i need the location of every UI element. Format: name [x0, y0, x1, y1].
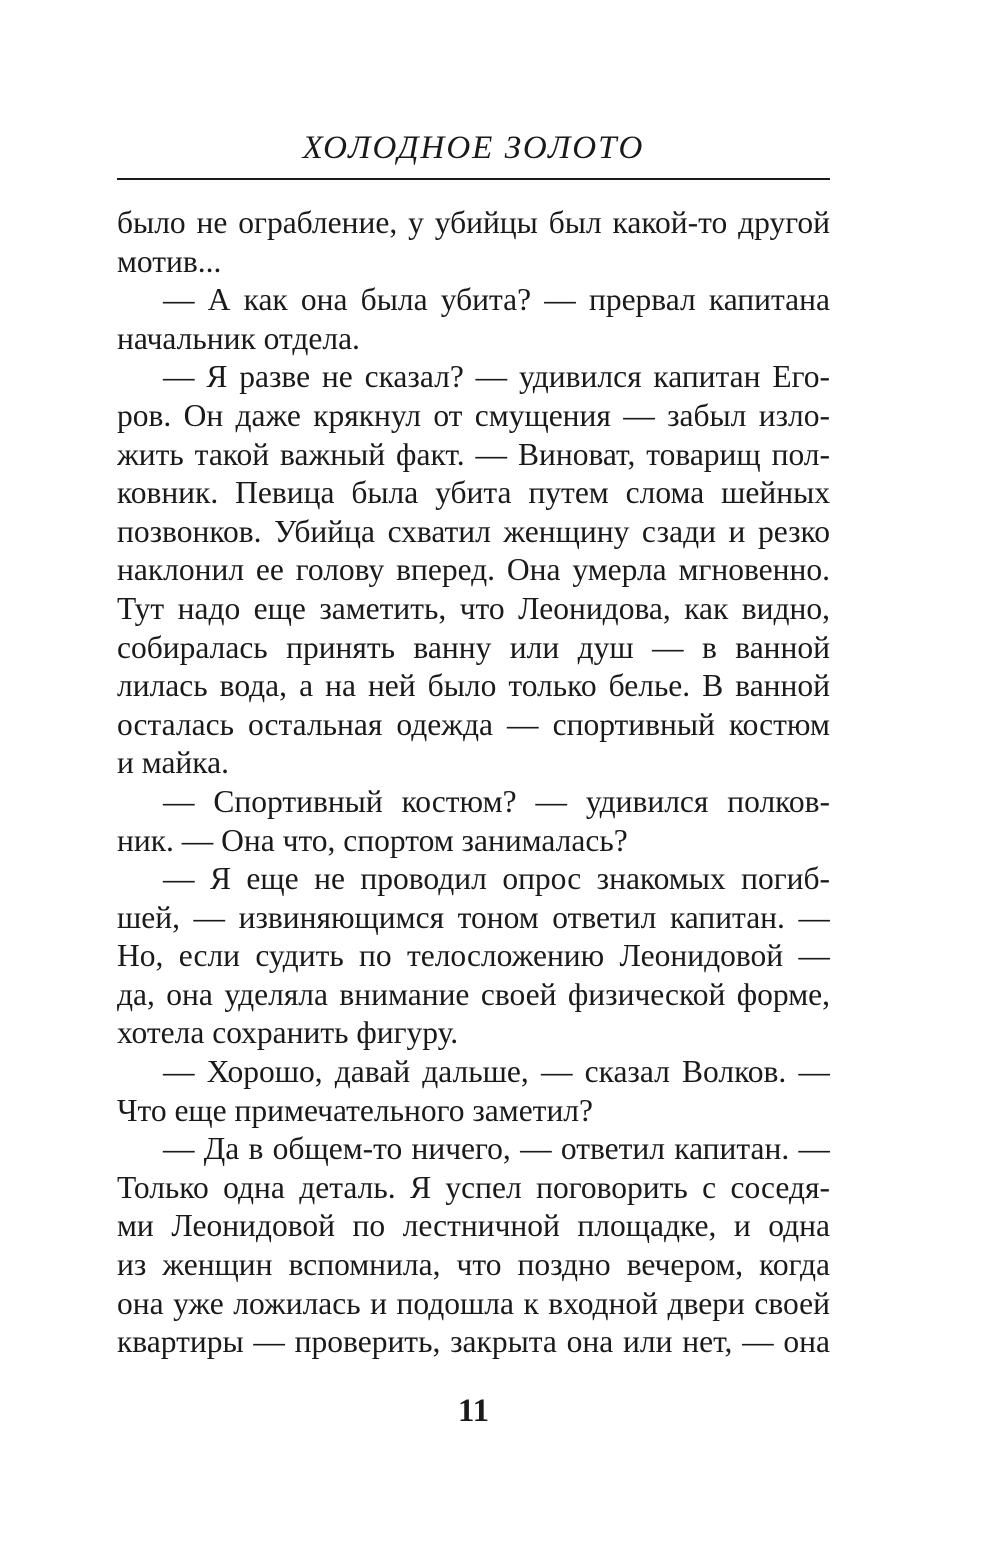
- text-line: было не ограбление, у убийцы был какой-то другой: [117, 205, 830, 240]
- text-line: — Да в общем-то ничего, — ответил капитан. —: [163, 1131, 830, 1167]
- text-line: хотела сохранить фигуру.: [117, 1015, 459, 1051]
- text-line: — Спортивный костюм? — удивился полков-: [163, 783, 830, 819]
- running-head: ХОЛОДНОЕ ЗОЛОТО: [302, 130, 645, 166]
- text-line: шей, — извиняющимся тоном ответил капитан. —: [117, 899, 830, 935]
- text-line: ковник. Певица была убита путем слома шейных: [117, 475, 830, 511]
- text-line: Что еще примечательного заметил?: [117, 1092, 594, 1128]
- text-line: наклонил ее голову вперед. Она умерла мгновенно.: [117, 552, 830, 588]
- header-rule: [117, 178, 830, 180]
- text-line: начальник отдела.: [117, 320, 360, 356]
- text-line: — Я еще не проводил опрос знакомых погиб-: [163, 861, 830, 897]
- body-text: [117, 204, 830, 1362]
- text-line: — Хорошо, давай дальше, — сказал Волков. —: [163, 1054, 830, 1090]
- text-line: лилась вода, а на ней было только белье. В ванной: [117, 668, 830, 704]
- text-line: Но, если судить по телосложению Леонидовой —: [117, 938, 830, 974]
- text-line: ров. Он даже крякнул от смущения — забыл изло-: [117, 397, 830, 433]
- page-number: 11: [457, 1393, 490, 1429]
- text-line: осталась остальная одежда — спортивный костюм: [117, 706, 830, 742]
- text-line: да, она уделяла внимание своей физической форме,: [117, 976, 830, 1012]
- text-line: собиралась принять ванну или душ — в ванной: [117, 629, 830, 665]
- text-line: Только одна деталь. Я успел поговорить с соседя-: [117, 1169, 830, 1205]
- text-line: и майка.: [117, 745, 229, 781]
- text-line: ми Леонидовой по лестничной площадке, и одна: [117, 1208, 830, 1244]
- text-line: ник. — Она что, спортом занималась?: [117, 822, 628, 858]
- text-line: мотив...: [117, 243, 222, 279]
- text-line: жить такой важный факт. — Виноват, товарищ пол-: [117, 436, 830, 472]
- text-line: позвонков. Убийца схватил женщину сзади и резко: [117, 513, 830, 549]
- text-line: она уже ложилась и подошла к входной двери своей: [117, 1285, 830, 1321]
- text-line: Тут надо еще заметить, что Леонидова, как видно,: [117, 590, 830, 626]
- text-line: квартиры — проверить, закрыта она или нет, — она: [117, 1324, 830, 1360]
- text-line: — Я разве не сказал? — удивился капитан Его-: [163, 359, 830, 395]
- text-line: из женщин вспомнила, что поздно вечером, когда: [117, 1247, 830, 1283]
- text-line: — А как она была убита? — прервал капитана: [163, 282, 830, 318]
